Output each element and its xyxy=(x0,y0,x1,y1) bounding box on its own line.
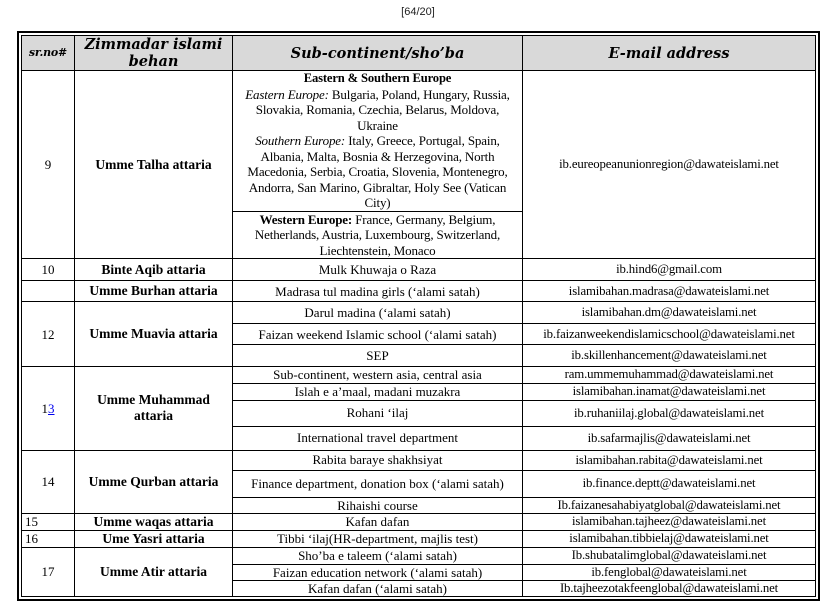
column-header-shoba: Sub-continent/sho’ba xyxy=(233,36,523,71)
shoba-cell: Darul madina (‘alami satah) xyxy=(233,302,523,324)
email-cell: islamibahan.rabita@dawateislami.net xyxy=(523,450,816,470)
row10-srno: 10 xyxy=(22,259,75,281)
shoba-cell: Rihaishi course xyxy=(233,497,523,513)
row9-srno: 9 xyxy=(22,71,75,259)
row10-shoba: Mulk Khuwaja o Raza xyxy=(233,259,523,281)
shoba-cell: Islah e a’maal, madani muzakra xyxy=(233,383,523,400)
row10-name: Binte Aqib attaria xyxy=(75,259,233,281)
southern-europe-paragraph xyxy=(235,133,520,211)
row16-email: islamibahan.tibbielaj@dawateislami.net xyxy=(523,530,816,547)
email-cell: Ib.shubatalimglobal@dawateislami.net xyxy=(523,547,816,564)
row16-name: Ume Yasri attaria xyxy=(75,530,233,547)
email-cell: ib.ruhaniilaj.global@dawateislami.net xyxy=(523,400,816,426)
email-cell: islamibahan.dm@dawateislami.net xyxy=(523,302,816,324)
email-cell: ram.ummemuhammad@dawateislami.net xyxy=(523,367,816,383)
row16-shoba: Tibbi ‘ilaj(HR-department, majlis test) xyxy=(233,530,523,547)
row9-name: Umme Talha attaria xyxy=(75,71,233,259)
row15-email: islamibahan.tajheez@dawateislami.net xyxy=(523,513,816,530)
shoba-cell: SEP xyxy=(233,345,523,367)
row15-shoba: Kafan dafan xyxy=(233,513,523,530)
email-cell: islamibahan.inamat@dawateislami.net xyxy=(523,383,816,400)
email-cell: ib.faizanweekendislamicschool@dawateislami.net xyxy=(523,324,816,345)
row11-email: islamibahan.madrasa@dawateislami.net xyxy=(523,281,816,302)
shoba-cell: Rohani ‘ilaj xyxy=(233,400,523,426)
row17-srno: 17 xyxy=(22,547,75,597)
row11-name: Umme Burhan attaria xyxy=(75,281,233,302)
email-cell: Ib.faizanesahabiyatglobal@dawateislami.net xyxy=(523,497,816,513)
email-cell: ib.fenglobal@dawateislami.net xyxy=(523,564,816,580)
shoba-cell: Faizan weekend Islamic school (‘alami satah) xyxy=(233,324,523,345)
email-cell: Ib.tajheezotakfeenglobal@dawateislami.net xyxy=(523,581,816,597)
southern-europe-countries: Italy, Greece, Portugal, Spain, Albania, Malta, Bosnia & Herzegovina, North Macedonia, Serbia, Croatia, Slovenia, Montenegro, Andorra, San Marino, Gibraltar, Holy See (Vatican City) xyxy=(247,133,508,211)
header-row xyxy=(22,36,816,71)
table-row-12a xyxy=(22,302,816,324)
row14-name: Umme Qurban attaria xyxy=(75,450,233,513)
row12-srno: 12 xyxy=(22,302,75,367)
table-row-13a xyxy=(22,367,816,383)
row9-western-cell xyxy=(233,211,523,259)
eastern-europe-countries: Bulgaria, Poland, Hungary, Russia, Slovakia, Romania, Czechia, Belarus, Moldova, Ukraine xyxy=(255,86,510,133)
row13-srno xyxy=(22,367,75,450)
column-header-name: Zimmadar islami behan xyxy=(75,36,233,71)
row15-srno: 15 xyxy=(22,513,75,530)
shoba-cell: Rabita baraye shakhsiyat xyxy=(233,450,523,470)
table-outer-frame xyxy=(17,31,820,601)
row13-srno-link[interactable]: 3 xyxy=(48,400,55,416)
row11-shoba: Madrasa tul madina girls (‘alami satah) xyxy=(233,281,523,302)
column-header-srno: sr.no# xyxy=(22,36,75,71)
western-europe-label: Western Europe: xyxy=(259,211,353,227)
shoba-cell: Faizan education network (‘alami satah) xyxy=(233,564,523,580)
europe-title: Eastern & Southern Europe xyxy=(303,71,452,86)
row12-name: Umme Muavia attaria xyxy=(75,302,233,367)
contacts-table xyxy=(21,35,816,597)
table-row-15 xyxy=(22,513,816,530)
shoba-cell: Finance department, donation box (‘alami satah) xyxy=(233,470,523,497)
row13-srno-prefix: 1 xyxy=(41,400,48,416)
row9-europe-cell xyxy=(233,71,523,212)
table-row-16 xyxy=(22,530,816,547)
table-row-14a xyxy=(22,450,816,470)
row14-srno: 14 xyxy=(22,450,75,513)
eastern-europe-label: Eastern Europe: xyxy=(245,86,329,102)
eastern-europe-paragraph xyxy=(235,87,520,134)
email-cell: ib.safarmajlis@dawateislami.net xyxy=(523,426,816,450)
column-header-email: E-mail address xyxy=(523,36,816,71)
western-europe-countries: France, Germany, Belgium, Netherlands, Austria, Luxembourg, Switzerland, Liechtenstein, Monaco xyxy=(254,211,501,258)
table-row-10 xyxy=(22,259,816,281)
shoba-cell: Sub-continent, western asia, central asia xyxy=(233,367,523,383)
shoba-cell: Sho’ba e taleem (‘alami satah) xyxy=(233,547,523,564)
row17-name: Umme Atir attaria xyxy=(75,547,233,597)
shoba-cell: Kafan dafan (‘alami satah) xyxy=(233,581,523,597)
table-row-17a xyxy=(22,547,816,564)
row10-email: ib.hind6@gmail.com xyxy=(523,259,816,281)
email-cell: ib.skillenhancement@dawateislami.net xyxy=(523,345,816,367)
row13-name: Umme Muhammad attaria xyxy=(75,367,233,450)
row11-srno xyxy=(22,281,75,302)
table-row-11 xyxy=(22,281,816,302)
row16-srno: 16 xyxy=(22,530,75,547)
row9-email: ib.eureopeanunionregion@dawateislami.net xyxy=(523,71,816,259)
page-number-label: [64/20] xyxy=(401,6,435,18)
southern-europe-label: Southern Europe: xyxy=(255,133,346,149)
table-row-9a xyxy=(22,71,816,212)
email-cell: ib.finance.deptt@dawateislami.net xyxy=(523,470,816,497)
row15-name: Umme waqas attaria xyxy=(75,513,233,530)
shoba-cell: International travel department xyxy=(233,426,523,450)
